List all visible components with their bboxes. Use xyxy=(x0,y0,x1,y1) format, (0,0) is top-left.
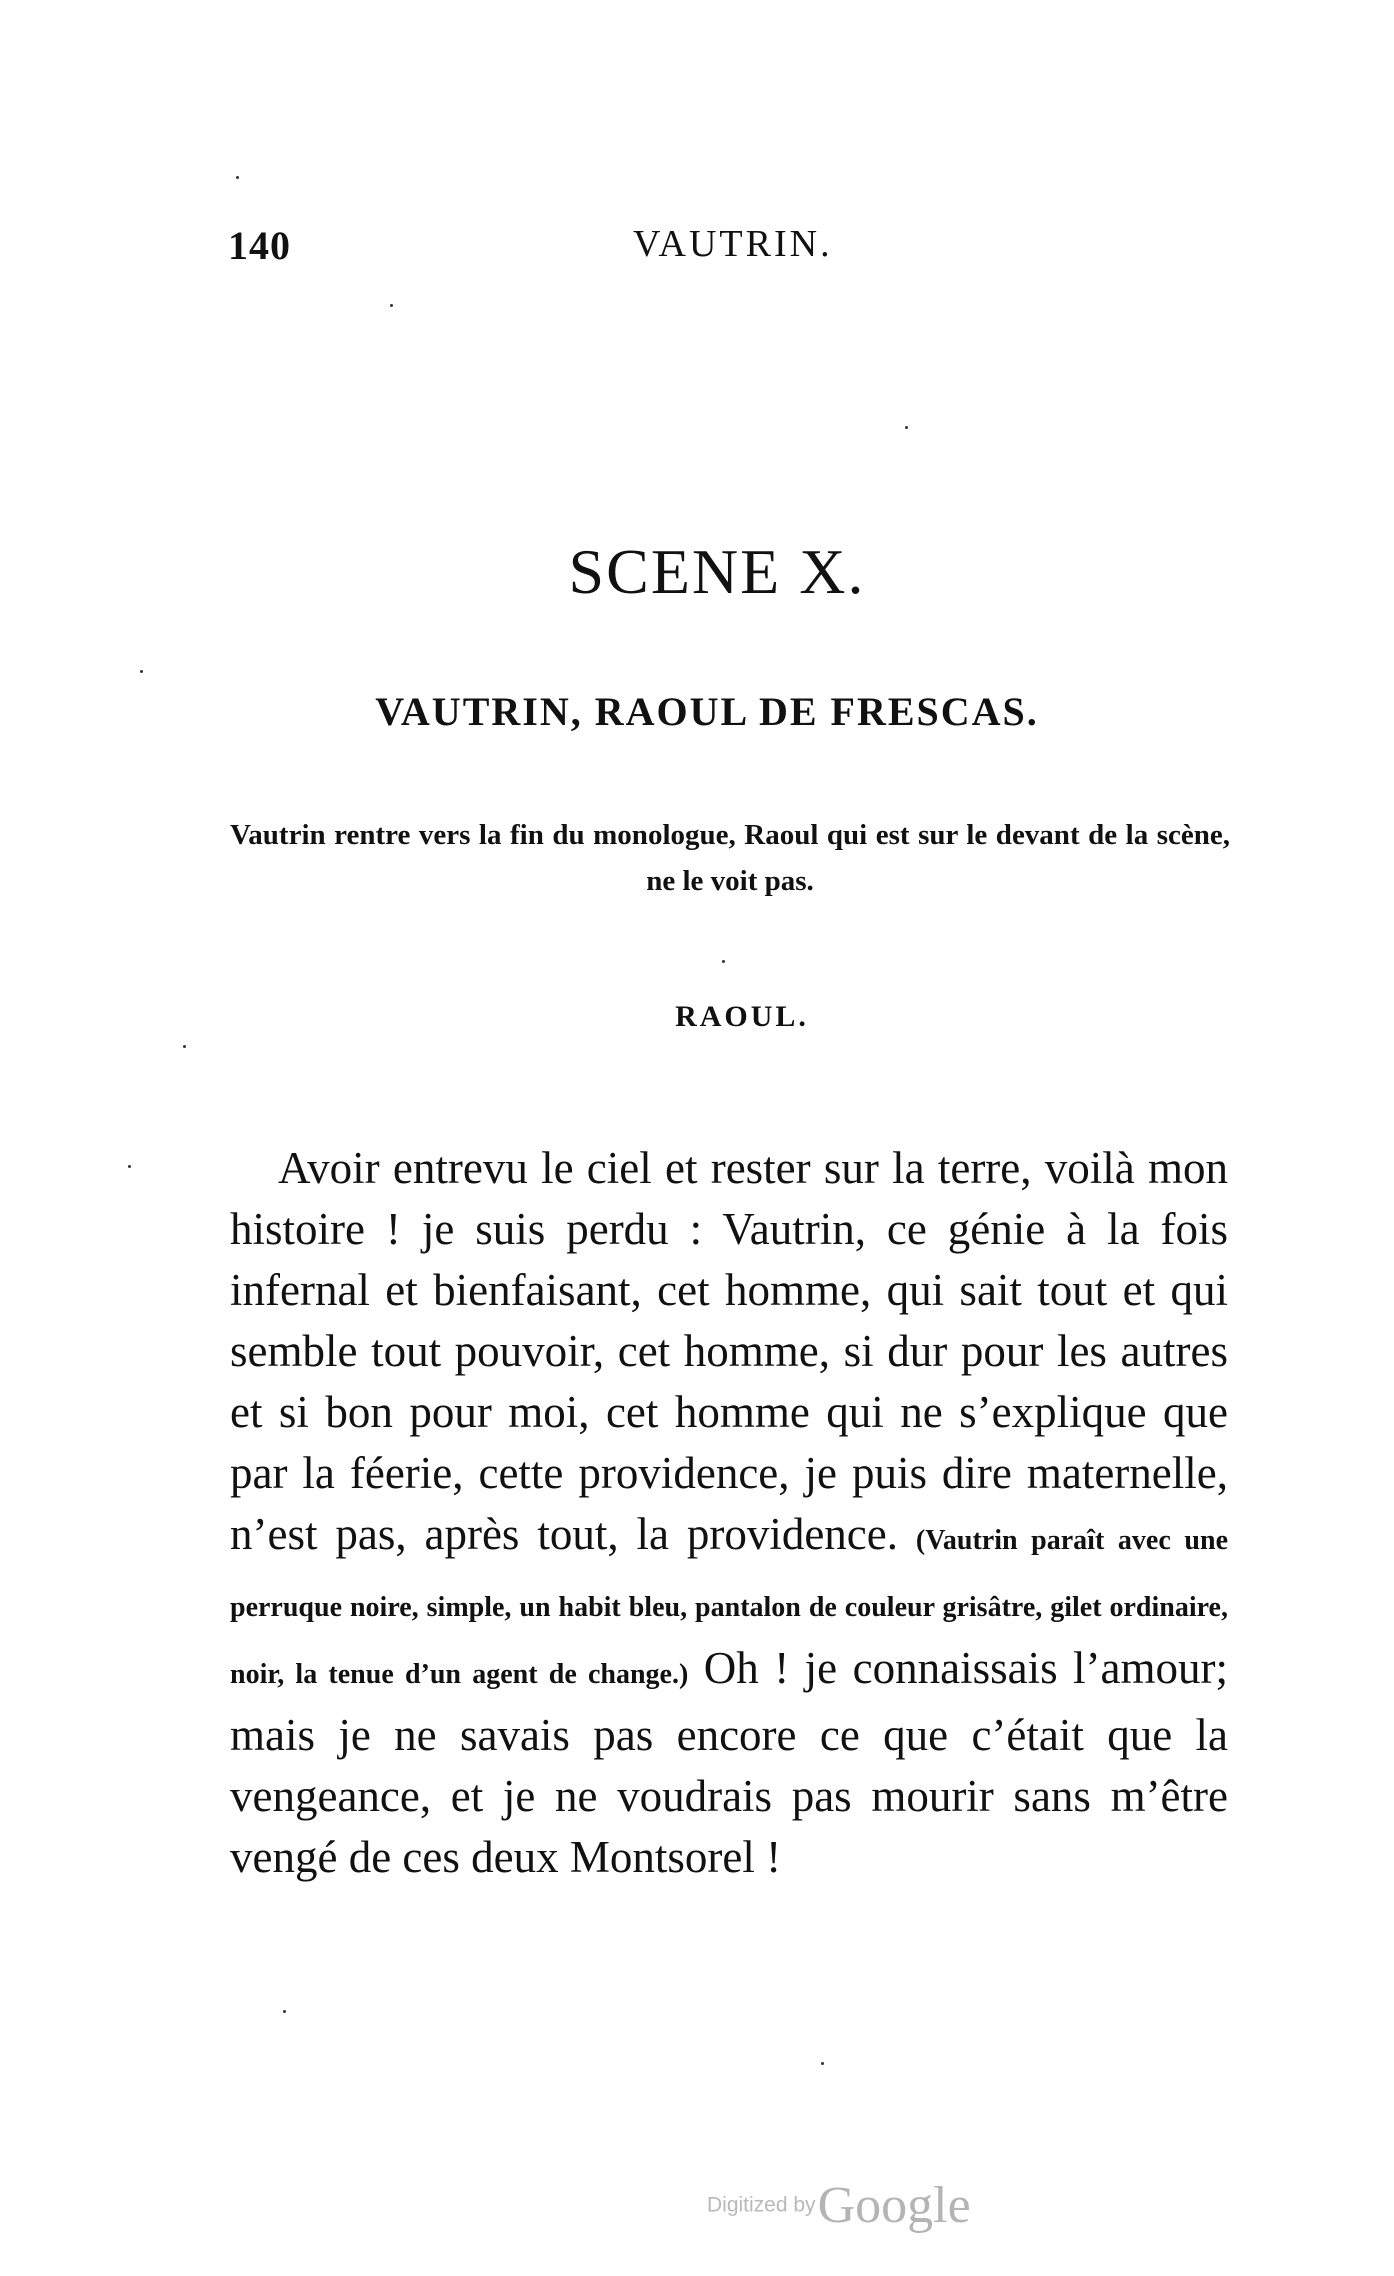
page-number: 140 xyxy=(228,223,291,268)
speech-text-part-1: Avoir entrevu le ciel et rester sur la terre, voilà mon histoire ! je suis perdu : Vautrin, ce génie à la fois infernal et bienfaisant, cet homme, qui sait tout et qui semble tout pouvoir, cet homme, si dur pour les autres et si bon pour moi, cet homme qui ne s’explique que par la féerie, cette providence, je puis dire maternelle, n’est pas, après tout, la providence. xyxy=(230,1143,1228,1559)
scan-speck xyxy=(390,304,393,307)
digitized-watermark xyxy=(707,2176,971,2236)
scan-speck xyxy=(722,960,725,963)
scan-speck xyxy=(905,426,908,429)
page-header xyxy=(228,222,1128,272)
scan-speck xyxy=(140,670,143,673)
running-head: VAUTRIN. xyxy=(633,223,833,265)
speaker-name: RAOUL. xyxy=(675,1000,809,1033)
speech-text-part-2: Oh ! je connaissais l’amour; mais je ne savais pas encore ce que c’était que la vengeance, et je ne voudrais pas mourir sans m’être vengé de ces deux Montsorel ! xyxy=(230,1643,1228,1882)
scan-speck xyxy=(821,2062,824,2065)
scene-characters: VAUTRIN, RAOUL DE FRESCAS. xyxy=(375,689,1039,734)
scan-speck xyxy=(183,1045,186,1048)
scan-speck xyxy=(128,1165,131,1168)
scan-speck xyxy=(283,2010,286,2013)
speech-paragraph xyxy=(230,1138,1228,1888)
digitized-by-text: Digitized by xyxy=(707,2193,816,2217)
stage-direction: Vautrin rentre vers la fin du monologue, Raoul qui est sur le devant de la scène, ne le voit pas. xyxy=(230,819,1230,897)
scene-title: SCENE X. xyxy=(568,536,866,607)
google-logo: Google xyxy=(817,2177,971,2234)
stage-aside: (Vautrin paraît avec une perruque noire, simple, un habit bleu, pantalon de couleur grisâtre, gilet ordinaire, noir, la tenue d’un agent de change.) xyxy=(230,1525,1228,1690)
scan-speck xyxy=(236,176,239,179)
